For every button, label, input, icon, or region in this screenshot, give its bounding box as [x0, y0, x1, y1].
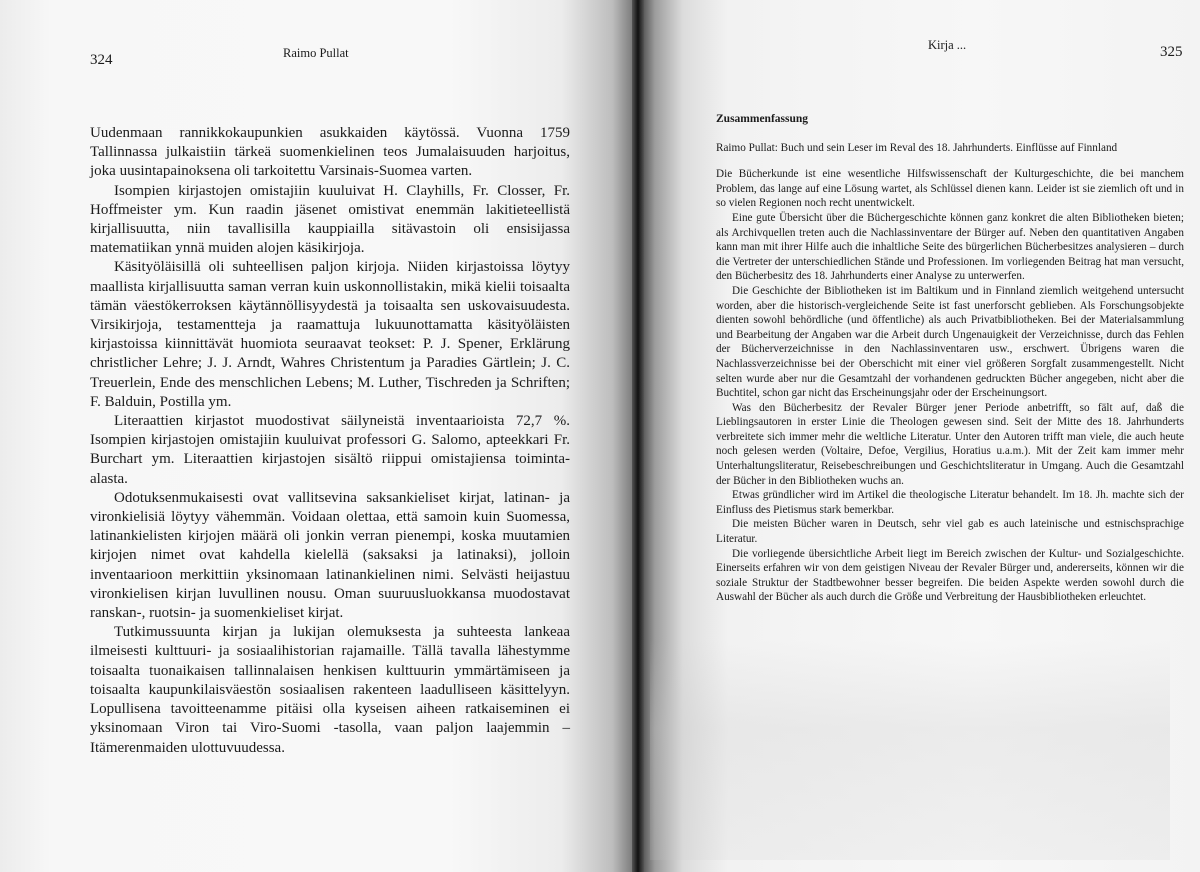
left-paragraph: Literaattien kirjastot muodostivat säilyneistä inventaarioista 72,7 %. Isompien kirjastojen omistajiin kuuluivat professori G. Salomo, apteekkari Fr. Burchart ym. Literaattien kirjastojen sisältö riippui omistajiensa toiminta-alasta.	[90, 413, 570, 487]
left-paragraph: Käsityöläisillä oli suhteellisen paljon kirjoja. Niiden kirjastoissa löytyy maallista kirjallisuutta saman verran kuin uskonnollistakin, mikä kielii toisaalta tämän väestökerroksen käytännöllisyydestä ja toisaalta sen uskovaisuudesta. Virsikirjoja, testamentteja ja raamattuja lukuunottamatta käsityöläisten kirjastoissa kiinnittävät huomiota seuraavat teokset: P. J. Spener, Erklärung christlicher Lehre; J. J. Arndt, Wahres Christentum ja Paradies Gärtlein; J. C. Treuerlein, Ende des menschlichen Lebens; M. Luther, Tischreden ja Schriften; F. Balduin, Postilla ym.	[90, 259, 570, 410]
right-paragraph: Die vorliegende übersichtliche Arbeit liegt im Bereich zwischen der Kultur- und Sozialgeschichte. Einerseits erfahren wir von dem geistigen Niveau der Revaler Bürger und, andererseits, können wir die soziale Struktur der Stadtbewohner besser begreifen. Die beiden Aspekte werden sowohl durch die Auswahl der Bücher als auch durch die Größe und Verbreitung der Hausbibliotheken erleuchtet.	[716, 547, 1184, 604]
right-paragraph: Die meisten Bücher waren in Deutsch, sehr viel gab es auch lateinische und estnischsprachige Literatur.	[716, 518, 1184, 546]
right-paragraph: Was den Bücherbesitz der Revaler Bürger jener Periode anbetrifft, so fält auf, daß die Lieblingsautoren in erster Linie die Theologen gewesen sind. Seit der Mitte des 18. Jahrhunderts verbreitete sich immer mehr die weltliche Literatur. Unter den Autoren trifft man viele, die auch heute noch gelesen werden (Voltaire, Defoe, Vergilius, Horatius u.a.m.). Mit der Zeit kam immer mehr Unterhaltungsliteratur, Reisebeschreibungen und Geschichtsliteratur in Umgang. Auch die Gesamtzahl der Bücher in den Bibliotheken wuchs an.	[716, 401, 1184, 487]
left-page-number: 324	[90, 52, 113, 68]
right-page-number: 325	[1160, 44, 1183, 60]
right-paragraph: Etwas gründlicher wird im Artikel die theologische Literatur behandelt. Im 18. Jh. machte sich der Einfluss des Pietismus stark bemerkbar.	[716, 489, 1184, 516]
left-running-head: Raimo Pullat	[283, 46, 349, 60]
book-gutter	[632, 0, 644, 872]
right-body-text	[716, 112, 1184, 605]
left-paragraph: Uudenmaan rannikkokaupunkien asukkaiden käytössä. Vuonna 1759 Tallinnassa julkaistiin tärkeä suomenkielinen teos Jumalaisuuden harjoitus, joka uusintapainoksena oli tarkoitettu Varsinais-Suomea varten.	[90, 125, 570, 180]
left-paragraph: Odotuksenmukaisesti ovat vallitsevina saksankieliset kirjat, latinan- ja vironkielisiä löytyy vähemmän. Voidaan olettaa, että samoin kuin Suomessa, latinankielisten kirjojen määrä oli jonkin verran pienempi, koska muutamien kirjojen nimet ovat kahdella kielellä (saksaksi ja latinaksi), jolloin inventaarioon merkittiin yksinomaan latinankielinen nimi. Selvästi heijastuu vironkielisen kirjan luvullinen nousu. Oman suuruusluokkansa muodostavat ranskan-, ruotsin- ja suomenkieliset kirjat.	[90, 489, 570, 622]
section-title: Zusammenfassung	[716, 113, 809, 125]
right-running-head: Kirja ...	[928, 38, 967, 52]
show-through-shadow	[650, 640, 1170, 860]
right-paragraph: Die Bücherkunde ist eine wesentliche Hilfswissenschaft der Kulturgeschichte, die bei manchem Problem, das lange auf eine Lösung wartet, als Schlüssel dienen kann. Leider ist sie ziemlich oft und in so vielen Regionen noch recht unentwickelt.	[716, 168, 1184, 210]
left-paragraph: Isompien kirjastojen omistajiin kuuluivat H. Clayhills, Fr. Closser, Fr. Hoffmeister ym. Kun raadin jäsenet omistivat enemmän lakitieteellistä kirjallisuutta, niin tavallisilla kauppiailla sitävastoin oli ensisijassa matematiikan ynnä muiden alojen käsikirjoja.	[90, 182, 570, 257]
summary-subtitle: Raimo Pullat: Buch und sein Leser im Reval des 18. Jahrhunderts. Einflüsse auf Finnland	[716, 141, 1118, 154]
right-paragraph: Die Geschichte der Bibliotheken ist im Baltikum und in Finnland ziemlich weitgehend untersucht worden, aber die historisch-vergleichende Seite ist fast unerforscht geblieben. Als Forschungsobjekte dienten sowohl behördliche (und öffentliche) als auch Privatbibliotheken. Bei der Materialsammlung und Bearbeitung der Angaben war die Arbeit durch Ungenauigkeit der Verzeichnisse, durch das Fehlen der Bücherverzeichnisse in den Nachlassinventaren usw., erschwert. Übrigens waren die Nachlassverzeichnisse bei der Oberschicht mit einer viel größeren Sorgfalt zusammengestellt. Nicht selten wurde aber nur die Gesamtzahl der vorhandenen gedruckten Bücher angegeben, nicht aber die Buchtitel, schon gar nicht das Erscheinungsjahr oder der Erscheinungsort.	[716, 284, 1184, 400]
left-body-text	[90, 124, 570, 758]
right-paragraph: Eine gute Übersicht über die Büchergeschichte können ganz konkret die alten Bibliotheken bieten; als Archivquellen treten auch die Nachlassinventare der Bürger auf. Neben den quantitativen Angaben kann man mit ihrer Hilfe auch die inhaltliche Seite des bürgerlichen Bücherbesitzes analysieren – durch die Vertreter der unterschiedlichen Stände und Professionen. Im vorliegenden Beitrag hat man versucht, den Bücherbesitz des 18. Jahrhunderts einer Analyse zu unterwerfen.	[716, 211, 1184, 283]
left-paragraph: Tutkimussuunta kirjan ja lukijan olemuksesta ja suhteesta lankeaa ilmeisesti kulttuuri- ja sosiaalihistorian rajamaille. Tällä tavalla lähestymme toisaalta tuonaikaisen tallinnalaisen henkisen kulttuurin ymmärtämiseen ja toisaalta kaupunkilaisväestön sosiaalisen rakenteen laadulliseen käsittelyyn. Lopullisena tavoitteenamme pitäisi olla kyseisen aiheen ratkaiseminen ei yksinomaan Viron tai Viro-Suomi -tasolla, vaan paljon laajemmin – Itämerenmaiden ulottuvuudessa.	[90, 624, 570, 756]
